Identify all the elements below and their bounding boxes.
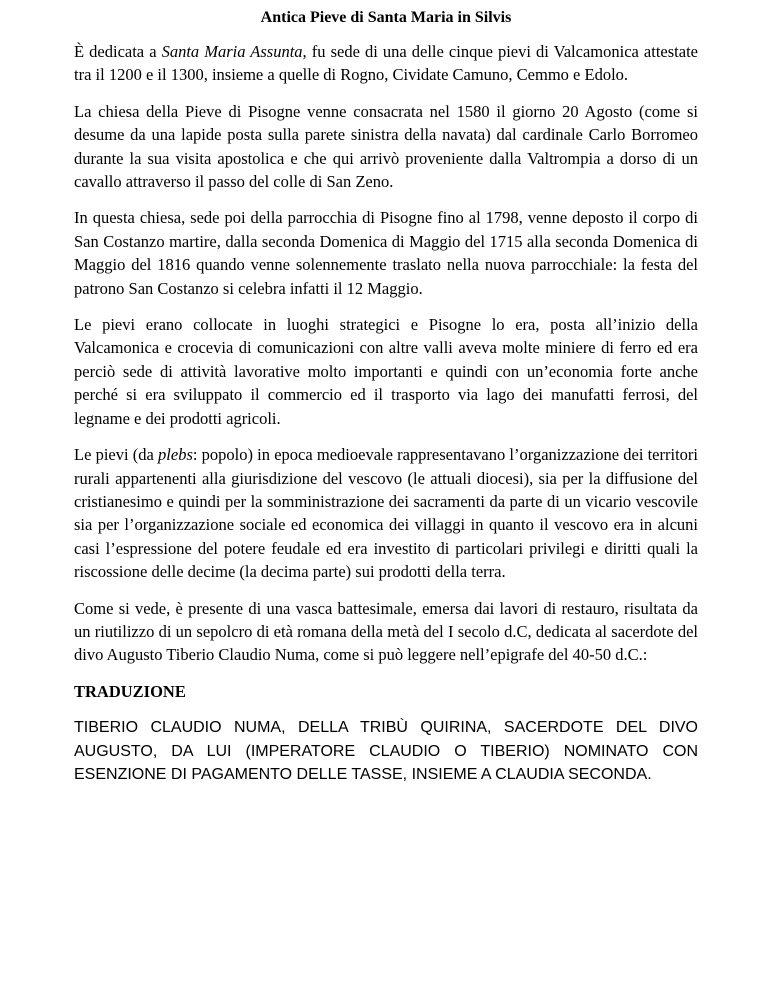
italic-term: Santa Maria Assunta: [161, 42, 303, 61]
paragraph-text: : popolo) in epoca medioevale rappresentavano l’organizzazione dei territori rurali appartenenti alla giurisdizione del vescovo (le attuali diocesi), sia per la diffusione del cristianesimo e quindi per la somministrazione dei sacramenti da parte di un vicario vescovile sia per l’organizzazione sociale ed economica dei villaggi in quanto il vescovo era in alcuni casi l’espressione del potere feudale ed era investito di particolari privilegi e diritti quali la riscossione delle decime (la decima parte) sui prodotti della terra.: [74, 445, 698, 582]
section-heading-traduzione: TRADUZIONE: [74, 681, 186, 701]
paragraph-text: Le pievi (da: [74, 445, 159, 465]
paragraph-dedication: [74, 40, 698, 87]
paragraph-baptismal-font: Come si vede, è presente di una vasca battesimale, emersa dai lavori di restauro, risultata da un riutilizzo di un sepolcro di età romana della metà del I secolo d.C, dedicata al sacerdote del divo Augusto Tiberio Claudio Numa, come si può leggere nell’epigrafe del 40-50 d.C.:: [74, 598, 698, 665]
paragraph-consecration: La chiesa della Pieve di Pisogne venne consacrata nel 1580 il giorno 20 Agosto (come si desume da una lapide posta sulla parete sinistra della navata) dal cardinale Carlo Borromeo durante la sua visita apostolica e che qui arrivò proveniente dalla Valtrompia a dorso di un cavallo attraverso il passo del colle di San Zeno.: [74, 101, 698, 192]
paragraph-strategic-location: Le pievi erano collocate in luoghi strategici e Pisogne lo era, posta all’inizio della Valcamonica e crocevia di comunicazioni con altre valli aveva molte miniere di ferro ed era perciò sede di attività lavorative molto importanti e quindi con un’economia forte anche perché si era sviluppato il commercio ed il trasporto via lago dei manufatti ferrosi, del legname e dei prodotti agricoli.: [74, 315, 698, 428]
paragraph-text: , fu sede di una delle cinque pievi di Valcamonica attestate tra il 1200 e il 1300, insieme a quelle di Rogno, Cividate Camuno, Cemmo e Edolo.: [74, 42, 698, 85]
paragraph-text: È dedicata a: [74, 42, 162, 61]
paragraph-san-costanzo: In questa chiesa, sede poi della parrocchia di Pisogne fino al 1798, venne deposto il corpo di San Costanzo martire, dalla seconda Domenica di Maggio del 1715 alla seconda Domenica di Maggio del 1816 quando venne solennemente traslato nella nuova parrocchiale: la festa del patrono San Costanzo si celebra infatti il 12 Maggio.: [74, 208, 698, 298]
document-page: [74, 8, 698, 787]
paragraph-pievi-organization: [74, 443, 698, 583]
document-title: Antica Pieve di Santa Maria in Silvis: [260, 9, 512, 26]
italic-term: plebs: [158, 445, 193, 465]
translation-text: TIBERIO CLAUDIO NUMA, DELLA TRIBÙ QUIRINA, SACERDOTE DEL DIVO AUGUSTO, DA LUI (IMPERATORE CLAUDIO O TIBERIO) NOMINATO CON ESENZIONE DI PAGAMENTO DELLE TASSE, INSIEME A CLAUDIA SECONDA.: [74, 719, 698, 784]
